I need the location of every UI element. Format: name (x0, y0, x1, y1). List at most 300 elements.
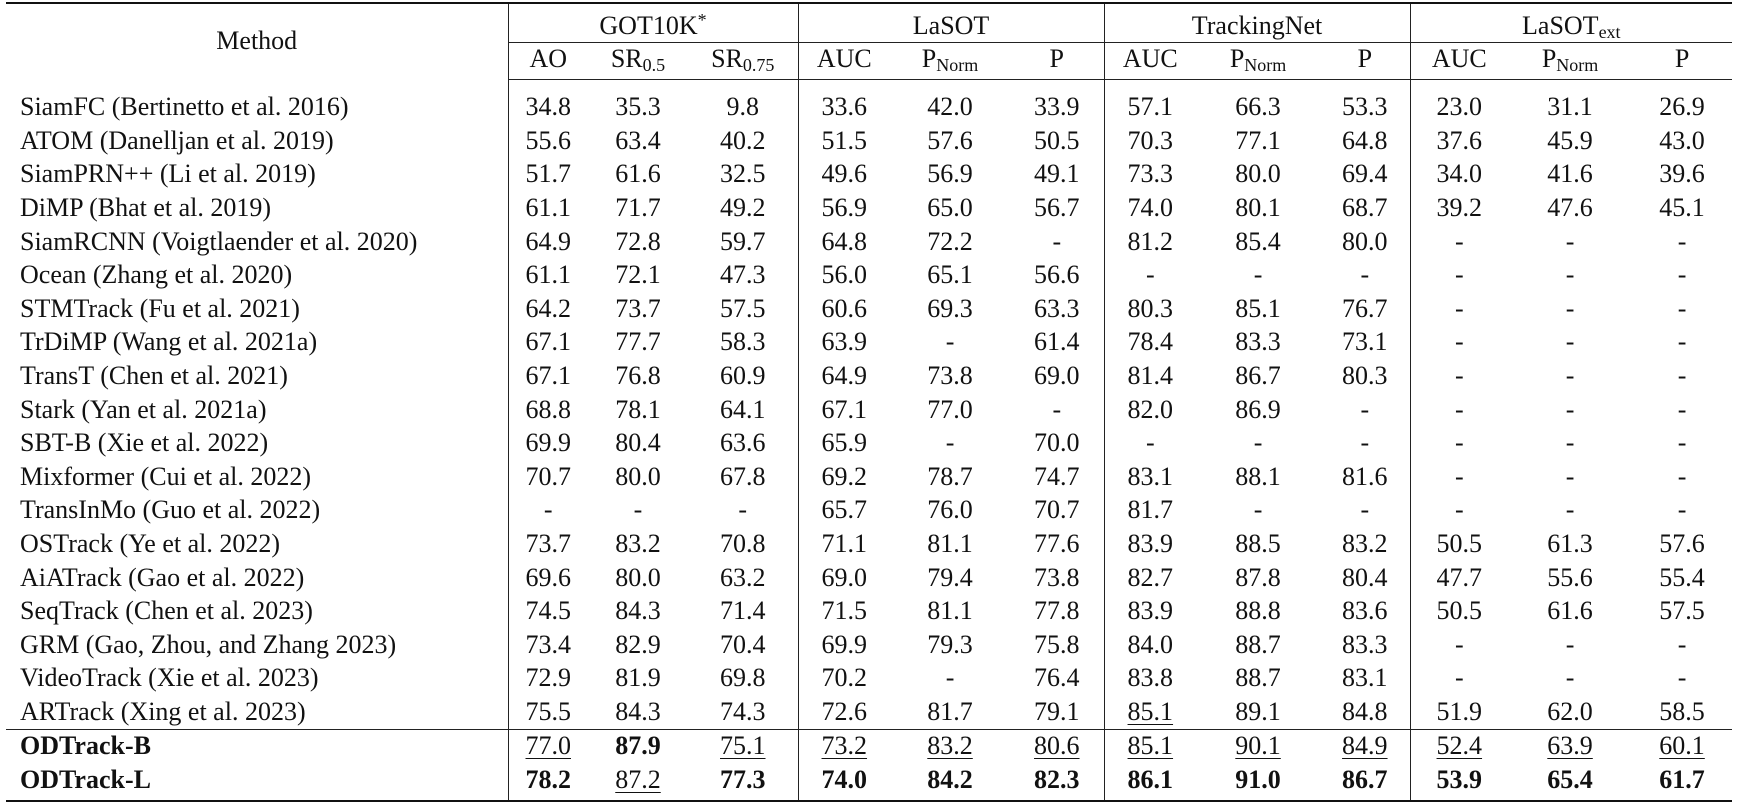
value-cell (1632, 359, 1732, 393)
value-cell (1196, 527, 1320, 561)
value-text: 34.8 (525, 92, 571, 121)
value-cell (1010, 628, 1104, 662)
value-text: 76.4 (1034, 663, 1080, 693)
value-text: 64.8 (821, 226, 868, 256)
value-text: 80.0 (615, 562, 661, 592)
value-text: 73.4 (525, 629, 571, 659)
value-cell (1508, 124, 1632, 158)
value-cell (508, 80, 588, 125)
value-cell (890, 527, 1010, 561)
metric-header (1632, 43, 1732, 80)
value-cell (798, 561, 890, 595)
value-cell (1010, 292, 1104, 326)
value-text: 79.3 (927, 629, 973, 659)
value-text: - (1565, 394, 1575, 424)
value-cell (1320, 426, 1410, 460)
value-cell (688, 225, 798, 259)
value-text: 67.1 (525, 360, 571, 390)
value-text: 57.5 (1659, 596, 1705, 626)
value-text: 73.8 (1034, 562, 1080, 592)
value-text: 82.9 (615, 629, 661, 659)
value-cell (508, 662, 588, 696)
value-text: 68.7 (1342, 192, 1388, 222)
value-text: 69.3 (927, 293, 973, 323)
value-cell (890, 628, 1010, 662)
value-text: 73.1 (1342, 327, 1388, 357)
value-cell (1104, 80, 1196, 125)
value-cell (688, 763, 798, 801)
value-cell (508, 258, 588, 292)
group-header-label: LaSOT (1522, 11, 1599, 40)
value-text: 66.3 (1235, 92, 1281, 121)
table-row (6, 258, 1732, 292)
value-cell (1320, 124, 1410, 158)
value-cell (688, 158, 798, 192)
value-text: 84.3 (615, 596, 661, 626)
value-cell (1632, 292, 1732, 326)
metric-header-label: P (1357, 44, 1373, 73)
value-text: 63.4 (615, 125, 661, 155)
table-row (6, 158, 1732, 192)
value-text: - (1677, 226, 1687, 256)
value-text: 85.1 (1127, 731, 1174, 761)
value-cell (1196, 80, 1320, 125)
value-text: 82.7 (1127, 562, 1174, 592)
value-cell (508, 494, 588, 528)
value-text: - (1454, 394, 1464, 424)
value-cell (1508, 158, 1632, 192)
value-text: 67.1 (525, 327, 571, 357)
value-cell (1196, 662, 1320, 696)
value-text: 55.4 (1659, 562, 1705, 592)
value-cell (1632, 695, 1732, 729)
value-cell (1010, 158, 1104, 192)
value-cell (1320, 494, 1410, 528)
value-text: 70.4 (720, 629, 766, 659)
value-cell (1196, 460, 1320, 494)
method-cell: SiamPRN++ (Li et al. 2019) (20, 159, 316, 189)
value-text: 23.0 (1436, 92, 1483, 121)
value-cell (1632, 729, 1732, 763)
value-cell (1320, 561, 1410, 595)
value-cell (798, 662, 890, 696)
value-text: - (1454, 327, 1464, 357)
value-text: 74.7 (1034, 461, 1080, 491)
value-text: 47.7 (1436, 562, 1483, 592)
value-cell (1632, 662, 1732, 696)
value-cell (688, 258, 798, 292)
value-text: 82.3 (1034, 765, 1080, 795)
value-cell (1196, 695, 1320, 729)
value-text: 81.4 (1127, 360, 1174, 390)
value-text: 45.9 (1547, 125, 1593, 155)
value-text: 61.1 (525, 260, 571, 290)
value-text: - (1677, 360, 1687, 390)
value-text: - (945, 663, 955, 693)
value-cell (1104, 292, 1196, 326)
value-text: 70.7 (1034, 495, 1080, 525)
method-header (6, 3, 508, 80)
value-text: 88.7 (1235, 629, 1281, 659)
value-cell (1196, 494, 1320, 528)
method-cell: ODTrack-L (6, 763, 508, 801)
value-text: - (945, 428, 955, 458)
value-cell (1196, 763, 1320, 801)
value-text: - (1145, 428, 1155, 458)
method-cell: TransT (Chen et al. 2021) (20, 360, 288, 390)
value-cell (588, 763, 688, 801)
value-cell (798, 527, 890, 561)
value-cell (890, 729, 1010, 763)
value-text: 69.2 (821, 461, 868, 491)
value-cell (890, 158, 1010, 192)
value-text: 72.8 (615, 226, 661, 256)
value-text: 39.6 (1659, 159, 1705, 189)
value-cell (1104, 695, 1196, 729)
value-text: 64.8 (1342, 125, 1388, 155)
value-cell (588, 225, 688, 259)
value-text: 83.9 (1127, 596, 1174, 626)
value-text: 69.9 (525, 428, 571, 458)
value-text: - (633, 495, 643, 525)
value-cell (1010, 359, 1104, 393)
value-cell (1104, 191, 1196, 225)
value-text: - (1565, 226, 1575, 256)
value-text: 63.9 (1547, 731, 1593, 761)
method-cell: ARTrack (Xing et al. 2023) (20, 696, 306, 726)
metric-header (1196, 43, 1320, 80)
value-cell (1508, 628, 1632, 662)
value-text: 59.7 (720, 226, 766, 256)
value-cell (688, 695, 798, 729)
value-text: 80.4 (615, 428, 661, 458)
value-text: - (1454, 226, 1464, 256)
value-text: 80.0 (1342, 226, 1388, 256)
value-text: 61.7 (1659, 765, 1705, 795)
value-text: - (1677, 663, 1687, 693)
value-cell (1320, 393, 1410, 427)
value-cell (588, 258, 688, 292)
results-table-container (6, 2, 1732, 802)
value-cell (588, 191, 688, 225)
value-cell (890, 460, 1010, 494)
value-cell (798, 695, 890, 729)
value-text: 78.2 (525, 765, 571, 795)
value-text: - (1677, 327, 1687, 357)
value-text: 58.5 (1659, 696, 1705, 726)
value-cell (688, 460, 798, 494)
group-header-superscript: * (697, 10, 707, 30)
group-header-subscript: ext (1598, 22, 1621, 42)
value-text: 72.2 (927, 226, 973, 256)
value-text: - (1565, 495, 1575, 525)
value-text: 49.1 (1034, 159, 1080, 189)
value-cell (688, 326, 798, 360)
value-text: 57.6 (927, 125, 973, 155)
value-cell (688, 124, 798, 158)
value-text: - (1565, 260, 1575, 290)
value-text: - (1360, 495, 1370, 525)
value-cell (1104, 326, 1196, 360)
value-text: 81.1 (927, 596, 973, 626)
value-text: 78.1 (615, 394, 661, 424)
value-text: 70.3 (1127, 125, 1174, 155)
metric-header-label: AUC (816, 44, 872, 73)
value-cell (1010, 594, 1104, 628)
metric-header-label: SR (711, 44, 743, 73)
value-cell (1632, 494, 1732, 528)
value-text: 75.1 (720, 731, 766, 761)
value-text: 80.1 (1235, 192, 1281, 222)
value-text: 70.7 (525, 461, 571, 491)
value-cell (890, 191, 1010, 225)
metric-header-label: SR (610, 44, 643, 73)
value-cell (1410, 695, 1508, 729)
value-text: - (1454, 360, 1464, 390)
value-cell (688, 594, 798, 628)
value-text: 86.7 (1235, 360, 1281, 390)
value-cell (890, 359, 1010, 393)
value-cell (1196, 292, 1320, 326)
value-text: 65.7 (821, 495, 868, 525)
value-text: 79.1 (1034, 696, 1080, 726)
value-cell (798, 158, 890, 192)
value-text: 65.1 (927, 260, 973, 290)
value-cell (1010, 393, 1104, 427)
value-cell (1320, 158, 1410, 192)
value-text: 74.3 (720, 696, 766, 726)
value-cell (1010, 695, 1104, 729)
value-cell (1632, 393, 1732, 427)
value-text: 45.1 (1659, 192, 1705, 222)
metric-header (688, 43, 798, 80)
value-text: 74.0 (821, 765, 868, 795)
metric-header-label: P (1229, 44, 1245, 73)
table-row (6, 80, 1732, 125)
method-cell: Mixformer (Cui et al. 2022) (20, 461, 311, 491)
method-cell: OSTrack (Ye et al. 2022) (20, 528, 280, 558)
value-text: - (1565, 461, 1575, 491)
value-cell (1410, 258, 1508, 292)
value-text: - (738, 495, 748, 525)
value-cell (1320, 695, 1410, 729)
value-text: 80.0 (615, 461, 661, 491)
value-text: 55.6 (525, 125, 571, 155)
value-text: 47.3 (720, 260, 766, 290)
value-text: 76.8 (615, 360, 661, 390)
value-cell (688, 426, 798, 460)
value-text: 64.9 (821, 360, 868, 390)
value-text: - (1052, 394, 1062, 424)
value-text: - (1454, 461, 1464, 491)
value-cell (1410, 594, 1508, 628)
value-cell (890, 763, 1010, 801)
value-text: 61.3 (1547, 528, 1593, 558)
method-cell: SiamRCNN (Voigtlaender et al. 2020) (20, 226, 418, 256)
value-text: 83.8 (1127, 663, 1174, 693)
method-cell: GRM (Gao, Zhou, and Zhang 2023) (20, 629, 397, 659)
value-text: - (1454, 428, 1464, 458)
value-text: 82.0 (1127, 394, 1174, 424)
value-cell (688, 292, 798, 326)
table-row (6, 225, 1732, 259)
value-text: - (1565, 428, 1575, 458)
value-cell (1010, 225, 1104, 259)
value-cell (1010, 527, 1104, 561)
method-cell: ODTrack-B (6, 729, 508, 763)
value-text: 84.2 (927, 765, 973, 795)
value-text: 57.5 (720, 293, 766, 323)
value-text: 74.0 (1127, 192, 1174, 222)
value-text: 80.4 (1342, 562, 1388, 592)
table-header (6, 3, 1732, 80)
value-cell (508, 460, 588, 494)
method-cell: SeqTrack (Chen et al. 2023) (20, 596, 313, 626)
value-cell (1010, 191, 1104, 225)
value-cell (798, 326, 890, 360)
metric-header-label: AUC (1431, 44, 1487, 73)
value-text: 63.6 (720, 428, 766, 458)
value-text: 90.1 (1235, 731, 1281, 761)
metric-header-subscript: Norm (1244, 55, 1287, 75)
value-cell (1104, 393, 1196, 427)
method-cell: Stark (Yan et al. 2021a) (20, 394, 267, 424)
value-text: 32.5 (720, 159, 766, 189)
value-cell (588, 124, 688, 158)
value-text: 61.4 (1034, 327, 1080, 357)
value-cell (1010, 258, 1104, 292)
value-cell (1196, 359, 1320, 393)
value-cell (508, 191, 588, 225)
value-text: 72.9 (525, 663, 571, 693)
value-cell (1320, 527, 1410, 561)
value-text: - (1677, 629, 1687, 659)
value-cell (1104, 124, 1196, 158)
value-cell (1010, 326, 1104, 360)
value-text: 9.8 (726, 92, 760, 121)
value-cell (1010, 729, 1104, 763)
value-cell (890, 80, 1010, 125)
value-cell (1632, 225, 1732, 259)
value-cell (1410, 359, 1508, 393)
value-text: 47.6 (1547, 192, 1593, 222)
value-text: 61.6 (1547, 596, 1593, 626)
group-header (1104, 3, 1410, 43)
value-cell (508, 763, 588, 801)
value-text: - (1677, 293, 1687, 323)
value-text: 85.1 (1235, 293, 1281, 323)
value-text: 81.1 (927, 528, 973, 558)
value-cell (1508, 763, 1632, 801)
value-cell (588, 426, 688, 460)
value-cell (1632, 460, 1732, 494)
value-text: 83.9 (1127, 528, 1174, 558)
value-text: 88.1 (1235, 461, 1281, 491)
value-text: 33.6 (821, 92, 868, 121)
value-cell (1410, 80, 1508, 125)
value-cell (1410, 628, 1508, 662)
value-cell (1196, 326, 1320, 360)
value-cell (1196, 258, 1320, 292)
value-cell (688, 527, 798, 561)
value-text: - (1454, 293, 1464, 323)
value-text: 56.6 (1034, 260, 1080, 290)
value-cell (588, 460, 688, 494)
value-text: 80.3 (1127, 293, 1174, 323)
value-text: - (1454, 495, 1464, 525)
value-text: 80.6 (1034, 731, 1080, 761)
value-text: 70.8 (720, 528, 766, 558)
value-text: 62.0 (1547, 696, 1593, 726)
value-cell (1410, 124, 1508, 158)
value-text: 64.2 (525, 293, 571, 323)
value-text: 84.0 (1127, 629, 1174, 659)
value-text: 77.0 (525, 731, 571, 761)
value-text: 61.1 (525, 192, 571, 222)
value-cell (1410, 763, 1508, 801)
value-text: 81.2 (1127, 226, 1174, 256)
value-cell (1508, 729, 1632, 763)
value-text: 64.1 (720, 394, 766, 424)
value-text: - (1677, 428, 1687, 458)
value-cell (1320, 292, 1410, 326)
value-text: 61.6 (615, 159, 661, 189)
metric-header-subscript: 0.5 (642, 55, 666, 75)
table-row (6, 662, 1732, 696)
value-cell (1410, 225, 1508, 259)
value-text: 56.9 (821, 192, 868, 222)
value-cell (508, 359, 588, 393)
value-text: 50.5 (1436, 596, 1483, 626)
value-cell (1320, 225, 1410, 259)
value-cell (1010, 124, 1104, 158)
value-text: 37.6 (1436, 125, 1483, 155)
value-text: 57.1 (1127, 92, 1174, 121)
value-text: 63.3 (1034, 293, 1080, 323)
value-cell (1632, 527, 1732, 561)
value-cell (508, 393, 588, 427)
value-text: - (1565, 629, 1575, 659)
metric-header-subscript: Norm (936, 55, 979, 75)
value-cell (1320, 763, 1410, 801)
value-cell (1320, 326, 1410, 360)
value-cell (1196, 729, 1320, 763)
value-cell (1508, 80, 1632, 125)
table-row (6, 191, 1732, 225)
value-cell (1508, 359, 1632, 393)
metric-header-subscript: 0.75 (742, 55, 775, 75)
value-cell (588, 359, 688, 393)
value-text: 80.0 (1235, 159, 1281, 189)
metric-header (798, 43, 890, 80)
value-text: 84.8 (1342, 696, 1388, 726)
value-text: 73.2 (821, 731, 868, 761)
value-text: 31.1 (1547, 92, 1593, 121)
value-text: 69.8 (720, 663, 766, 693)
table-row (6, 359, 1732, 393)
value-cell (890, 426, 1010, 460)
method-cell: AiATrack (Gao et al. 2022) (20, 562, 305, 592)
value-text: 51.7 (525, 159, 571, 189)
value-cell (798, 191, 890, 225)
value-text: 88.8 (1235, 596, 1281, 626)
value-text: 74.5 (525, 596, 571, 626)
value-cell (508, 225, 588, 259)
value-text: 83.2 (615, 528, 661, 558)
value-cell (1410, 662, 1508, 696)
value-cell (1508, 225, 1632, 259)
value-text: - (1677, 260, 1687, 290)
